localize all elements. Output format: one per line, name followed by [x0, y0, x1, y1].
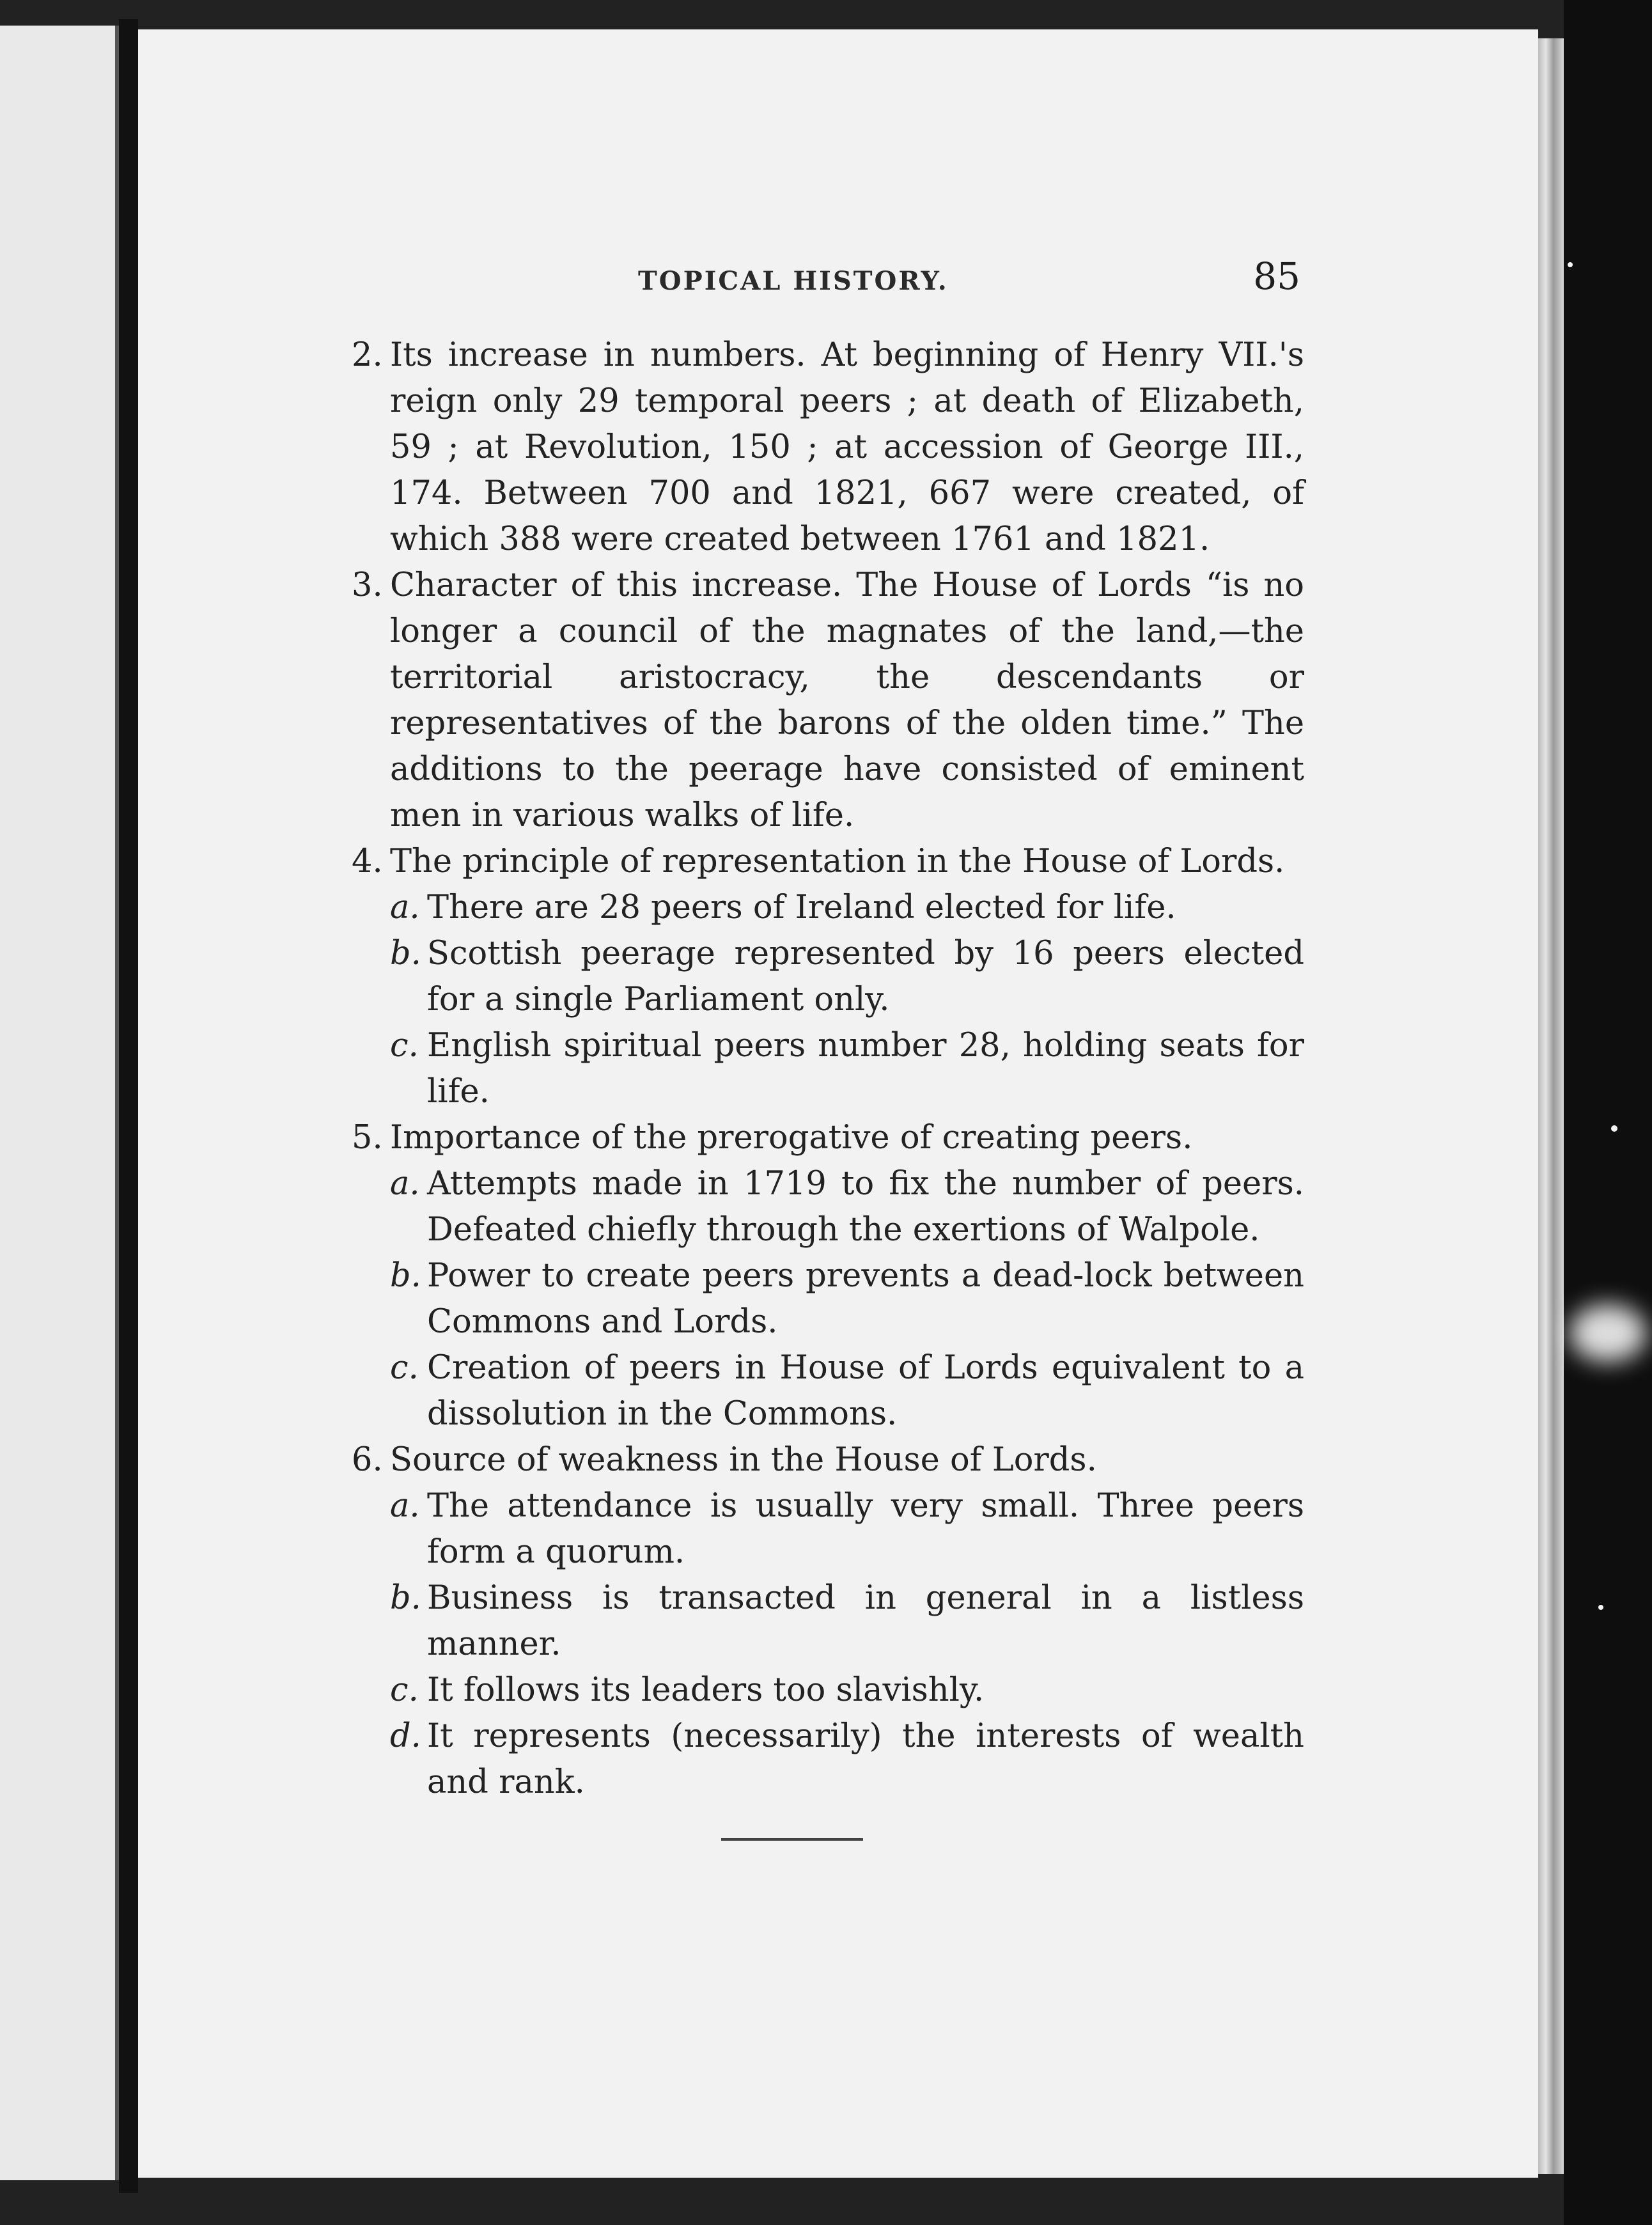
outline-subitem — [345, 1575, 1304, 1667]
subitem-text: It follows its leaders too slavishly. — [427, 1671, 985, 1709]
item-text: Character of this increase. The House of Lords “is no longer a council of the magnates of the land,—the territorial aristocracy, the descendants or representatives of the barons of the olden time.” The additions to the peerage have consisted of eminent men in various walks of life. — [390, 566, 1304, 834]
closing-rule — [721, 1838, 863, 1841]
outline-subitem — [345, 931, 1304, 1023]
subitem-text: Business is transacted in general in a listless manner. — [427, 1579, 1304, 1663]
outline-subitem — [345, 1023, 1304, 1115]
subitem-letter: a. — [390, 889, 420, 926]
item-text: The principle of representation in the House of Lords. — [390, 843, 1285, 880]
outline-item — [345, 839, 1304, 885]
dust-speck — [1598, 1605, 1603, 1610]
running-title: TOPICAL HISTORY. — [638, 266, 949, 296]
subitem-text: It represents (necessarily) the interests of wealth and rank. — [427, 1717, 1304, 1801]
subitem-letter: b. — [390, 1257, 421, 1295]
subitem-text: English spiritual peers number 28, holding seats for life. — [427, 1027, 1304, 1111]
subitem-letter: b. — [390, 1579, 421, 1617]
item-number: 5. — [352, 1119, 383, 1157]
outline-subitem — [345, 885, 1304, 931]
book-gutter — [119, 19, 138, 2193]
outline-subitem — [345, 1483, 1304, 1575]
item-number: 2. — [352, 336, 383, 374]
outline-subitem — [345, 1345, 1304, 1437]
page-body — [345, 332, 1304, 1806]
subitem-letter: b. — [390, 935, 421, 972]
subitem-text: Scottish peerage represented by 16 peers elected for a single Parliament only. — [427, 935, 1304, 1019]
item-number: 6. — [352, 1441, 383, 1479]
item-text: Its increase in numbers. At beginning of Henry VII.'s reign only 29 temporal peers ; at death of Elizabeth, 59 ; at Revolution, 150 ; at accession of George III., 174. Between 700 and 1821, 667 were created, of which 388 were created between 1761 and 1821. — [390, 336, 1304, 558]
subitem-letter: c. — [390, 1349, 419, 1387]
page-number: 85 — [1253, 254, 1300, 298]
item-text: Importance of the prerogative of creating peers. — [390, 1119, 1193, 1157]
subitem-text: Attempts made in 1719 to fix the number of peers. Defeated chiefly through the exertions of Walpole. — [427, 1165, 1304, 1249]
outline-item — [345, 332, 1304, 563]
scan-background — [1564, 0, 1652, 2225]
item-text: Source of weakness in the House of Lords. — [390, 1441, 1097, 1479]
page-block-edges — [1538, 38, 1564, 2174]
subitem-text: Power to create peers prevents a dead-lock between Commons and Lords. — [427, 1257, 1304, 1341]
dust-speck — [1611, 1125, 1617, 1132]
outline-item — [345, 1437, 1304, 1483]
previous-page-edge — [0, 26, 119, 2180]
subitem-letter: c. — [390, 1671, 419, 1709]
subitem-letter: d. — [390, 1717, 421, 1755]
light-glare — [1570, 1304, 1646, 1362]
item-number: 4. — [352, 843, 383, 880]
outline-subitem — [345, 1253, 1304, 1345]
subitem-text: Creation of peers in House of Lords equivalent to a dissolution in the Commons. — [427, 1349, 1304, 1433]
outline-subitem — [345, 1161, 1304, 1253]
subitem-letter: a. — [390, 1487, 420, 1525]
outline-item — [345, 563, 1304, 839]
page-header — [638, 254, 1300, 306]
subitem-letter: c. — [390, 1027, 419, 1065]
outline-subitem — [345, 1714, 1304, 1806]
subitem-text: The attendance is usually very small. Three peers form a quorum. — [427, 1487, 1304, 1571]
subitem-letter: a. — [390, 1165, 420, 1203]
outline-item — [345, 1115, 1304, 1161]
outline-subitem — [345, 1667, 1304, 1714]
subitem-text: There are 28 peers of Ireland elected for life. — [427, 889, 1176, 926]
item-number: 3. — [352, 566, 383, 604]
